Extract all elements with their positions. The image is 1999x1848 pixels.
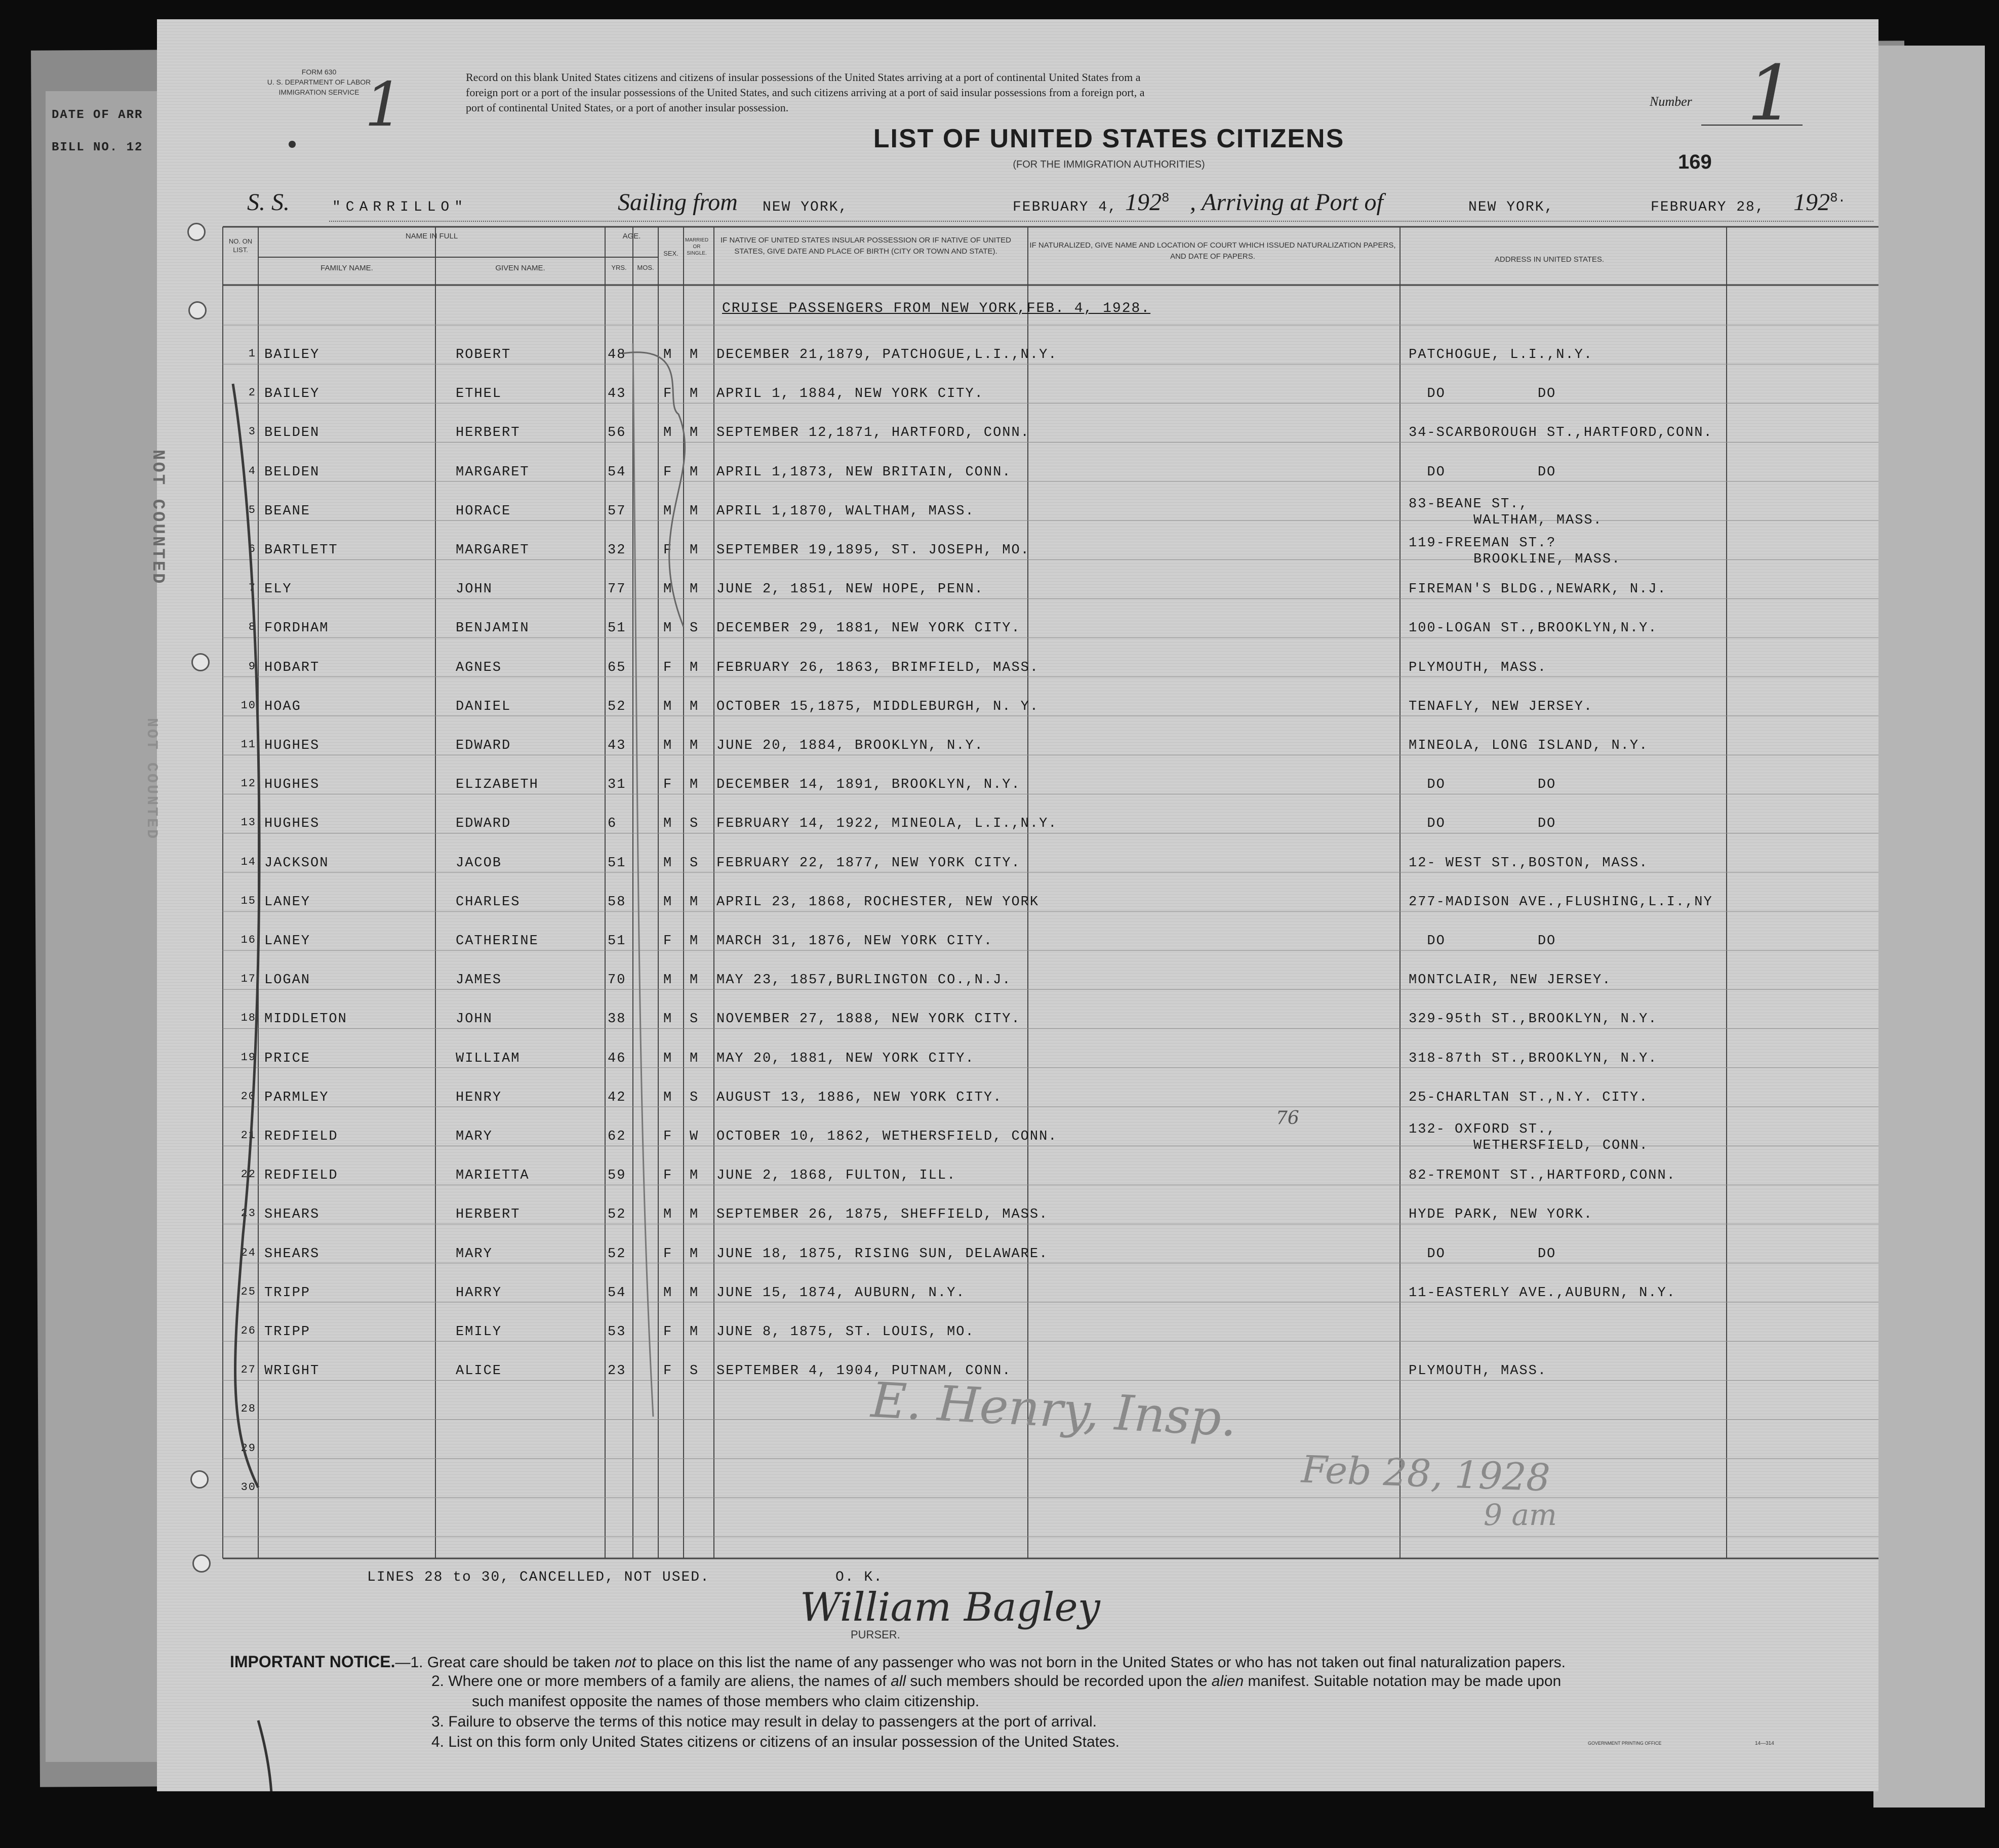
family-name: REDFIELD <box>264 1129 338 1144</box>
family-name: HUGHES <box>264 816 320 832</box>
row-number: 1 <box>248 347 256 360</box>
given-name: MARY <box>456 1129 493 1144</box>
age-years: 52 <box>608 1207 626 1223</box>
punch-hole <box>190 1470 209 1489</box>
address-line-1: PATCHOGUE, L.I.,N.Y. <box>1409 347 1593 363</box>
family-name: TRIPP <box>264 1324 311 1340</box>
row-number: 29 <box>241 1441 256 1455</box>
address-line-2: WETHERSFIELD, CONN. <box>1473 1138 1649 1153</box>
age-years: 42 <box>608 1090 626 1105</box>
given-name: CATHERINE <box>456 934 539 949</box>
page-title: LIST OF UNITED STATES CITIZENS <box>873 124 1345 153</box>
sex: F <box>663 777 673 793</box>
address-line-1: MONTCLAIR, NEW JERSEY. <box>1409 973 1612 988</box>
given-name: CHARLES <box>456 894 521 910</box>
family-name: WRIGHT <box>264 1363 320 1379</box>
marital-status: M <box>690 425 699 441</box>
family-name: LOGAN <box>264 973 311 988</box>
given-name: HENRY <box>456 1090 502 1105</box>
sex: F <box>663 543 673 558</box>
given-name: HERBERT <box>456 1207 521 1223</box>
age-years: 51 <box>608 934 626 949</box>
row-number: 5 <box>248 503 256 516</box>
row-number: 6 <box>248 543 256 555</box>
service-label: IMMIGRATION SERVICE <box>278 88 359 96</box>
address-line-1: 132- OXFORD ST., <box>1409 1122 1556 1137</box>
age-years: 59 <box>608 1168 626 1184</box>
marital-status: M <box>690 386 699 402</box>
given-name: MARGARET <box>456 464 530 480</box>
pencil-checkmark-line <box>633 343 653 1417</box>
sex: F <box>663 1246 673 1262</box>
row-number: 20 <box>241 1090 256 1103</box>
background-sheet-right <box>1873 46 1985 1807</box>
arriving-port: NEW YORK, <box>1468 199 1554 215</box>
row-number: 23 <box>241 1207 256 1220</box>
sex: M <box>663 347 673 363</box>
family-name: BARTLETT <box>264 543 338 558</box>
address-line-1: 329-95th ST.,BROOKLYN, N.Y. <box>1409 1012 1658 1027</box>
address-line-1: 83-BEANE ST., <box>1409 496 1529 512</box>
left-stub <box>46 91 172 1762</box>
address-line-1: 12- WEST ST.,BOSTON, MASS. <box>1409 855 1649 871</box>
pencil-check-stroke <box>623 352 685 627</box>
row-number: 2 <box>248 386 256 399</box>
sex: M <box>663 1090 673 1105</box>
family-name: FORDHAM <box>264 621 329 636</box>
marital-status: M <box>690 894 699 910</box>
row-number: 12 <box>241 777 256 790</box>
age-years: 51 <box>608 855 626 871</box>
row-number: 8 <box>248 621 256 634</box>
age-years: 6 <box>608 816 617 832</box>
family-name: HOBART <box>264 660 320 675</box>
address-line-1: DO DO <box>1409 777 1556 793</box>
age-years: 38 <box>608 1012 626 1027</box>
age-years: 52 <box>608 1246 626 1262</box>
given-name: HERBERT <box>456 425 521 441</box>
marital-status: S <box>690 1012 699 1027</box>
address-line-1: DO DO <box>1409 386 1556 402</box>
row-number: 27 <box>241 1363 256 1377</box>
given-name: HARRY <box>456 1285 502 1301</box>
sex: M <box>663 503 673 519</box>
given-name: MARGARET <box>456 543 530 558</box>
signature-time: 9 am <box>1484 1498 1557 1532</box>
age-years: 56 <box>608 425 626 441</box>
given-name: EDWARD <box>456 738 511 753</box>
age-years: 51 <box>608 621 626 636</box>
stub-label-date: DATE OF ARR <box>52 108 143 122</box>
ss-label: S. S. <box>247 189 290 216</box>
age-years: 62 <box>608 1129 626 1144</box>
notice-line-4: 4. List on this form only United States citizens or citizens of an insular possession of the United States. <box>431 1734 1120 1750</box>
address-line-1: 100-LOGAN ST.,BROOKLYN,N.Y. <box>1409 621 1658 636</box>
initials-mark: 76 <box>1276 1108 1299 1129</box>
row-number: 24 <box>241 1246 256 1259</box>
family-name: MIDDLETON <box>264 1012 347 1027</box>
inspector-signature: E. Henry, Insp. <box>869 1372 1238 1448</box>
birth-info: DECEMBER 21,1879, PATCHOGUE,L.I.,N.Y. <box>716 347 1058 363</box>
address-line-1: DO DO <box>1409 464 1556 480</box>
marital-status: M <box>690 582 699 597</box>
row-number: 4 <box>248 464 256 477</box>
age-years: 54 <box>608 1285 626 1301</box>
arriving-label: , Arriving at Port of <box>1190 189 1383 216</box>
address-line-1: PLYMOUTH, MASS. <box>1409 1363 1547 1379</box>
address-line-1: 34-SCARBOROUGH ST.,HARTFORD,CONN. <box>1409 425 1713 441</box>
given-name: ELIZABETH <box>456 777 539 793</box>
birth-info: JUNE 2, 1868, FULTON, ILL. <box>716 1168 956 1184</box>
marital-status: M <box>690 1051 699 1066</box>
birth-info: DECEMBER 14, 1891, BROOKLYN, N.Y. <box>716 777 1021 793</box>
age-years: 57 <box>608 503 626 519</box>
ok-mark: O. K. <box>835 1570 884 1585</box>
address-line-1: DO DO <box>1409 816 1556 832</box>
sex: M <box>663 894 673 910</box>
purser-label: PURSER. <box>851 1628 900 1641</box>
birth-info: NOVEMBER 27, 1888, NEW YORK CITY. <box>716 1012 1021 1027</box>
marital-status: M <box>690 347 699 363</box>
family-name: BAILEY <box>264 386 320 402</box>
row-number: 28 <box>241 1402 256 1416</box>
marital-status: M <box>690 699 699 714</box>
age-years: 52 <box>608 699 626 714</box>
birth-info: JUNE 18, 1875, RISING SUN, DELAWARE. <box>716 1246 1049 1262</box>
address-line-1: HYDE PARK, NEW YORK. <box>1409 1207 1593 1223</box>
age-years: 31 <box>608 777 626 793</box>
birth-info: DECEMBER 29, 1881, NEW YORK CITY. <box>716 621 1021 636</box>
age-years: 54 <box>608 464 626 480</box>
page-subtitle: (FOR THE IMMIGRATION AUTHORITIES) <box>1013 159 1205 170</box>
number-value: 1 <box>1747 50 1795 138</box>
marital-status: M <box>690 1168 699 1184</box>
family-name: REDFIELD <box>264 1168 338 1184</box>
marital-status: M <box>690 777 699 793</box>
sex: F <box>663 386 673 402</box>
row-number: 16 <box>241 934 256 946</box>
marital-status: M <box>690 934 699 949</box>
sex: M <box>663 1207 673 1223</box>
sailing-label: Sailing from <box>618 189 738 216</box>
address-line-1: 11-EASTERLY AVE.,AUBURN, N.Y. <box>1409 1285 1676 1301</box>
age-years: 46 <box>608 1051 626 1066</box>
stamp-not-counted: NOT COUNTED <box>148 450 167 586</box>
sex: M <box>663 973 673 988</box>
family-name: BEANE <box>264 503 311 519</box>
marital-status: S <box>690 1363 699 1379</box>
row-number: 14 <box>241 855 256 868</box>
address-line-1: FIREMAN'S BLDG.,NEWARK, N.J. <box>1409 582 1667 597</box>
col-header-married: MARRIED OR SINGLE. <box>685 237 709 256</box>
age-years: 32 <box>608 543 626 558</box>
sex: F <box>663 660 673 675</box>
cancelled-note: LINES 28 to 30, CANCELLED, NOT USED. <box>367 1570 710 1585</box>
cruise-heading: CRUISE PASSENGERS FROM NEW YORK,FEB. 4, 1928. <box>722 301 1151 316</box>
sex: M <box>663 855 673 871</box>
signature-date: Feb 28, 1928 <box>1300 1448 1551 1500</box>
given-name: ROBERT <box>456 347 511 363</box>
birth-info: SEPTEMBER 26, 1875, SHEFFIELD, MASS. <box>716 1207 1049 1223</box>
arriving-year: $192^{8.}$ <box>1793 189 1846 216</box>
row-number: 18 <box>241 1012 256 1025</box>
family-name: TRIPP <box>264 1285 311 1301</box>
ship-name: "CARRILLO" <box>332 199 468 215</box>
given-name: EDWARD <box>456 816 511 832</box>
row-number: 13 <box>241 816 256 829</box>
address-line-1: 82-TREMONT ST.,HARTFORD,CONN. <box>1409 1168 1676 1184</box>
address-line-1: DO DO <box>1409 1246 1556 1262</box>
address-line-2: WALTHAM, MASS. <box>1473 512 1603 528</box>
stamp-number: 169 <box>1678 151 1712 173</box>
given-name: JOHN <box>456 1012 493 1027</box>
marital-status: M <box>690 1324 699 1340</box>
sailing-date: FEBRUARY 4, <box>1013 199 1117 215</box>
birth-info: JUNE 15, 1874, AUBURN, N.Y. <box>716 1285 966 1301</box>
col-header-mos: MOS. <box>637 264 654 271</box>
birth-info: AUGUST 13, 1886, NEW YORK CITY. <box>716 1090 1003 1105</box>
family-name: BELDEN <box>264 464 320 480</box>
given-name: MARIETTA <box>456 1168 530 1184</box>
age-years: 70 <box>608 973 626 988</box>
sex: F <box>663 934 673 949</box>
manifest-sheet <box>143 19 1878 1791</box>
instruction-text: Record on this blank United States citizens and citizens of insular possessions of the United States arriving at a port of continental United States from a foreign port or a port of the insular possessions of the United States, and such citizens arriving at a port of said insular possessions from a foreign port, a port of continental United States, or a port of another insular possession. <box>466 71 1145 114</box>
birth-info: SEPTEMBER 12,1871, HARTFORD, CONN. <box>716 425 1030 441</box>
col-header-family: FAMILY NAME. <box>321 264 373 272</box>
given-name: WILLIAM <box>456 1051 521 1066</box>
pencil-marks <box>157 19 1878 1791</box>
marital-status: M <box>690 464 699 480</box>
row-number: 3 <box>248 425 256 438</box>
arriving-date: FEBRUARY 28, <box>1651 199 1765 215</box>
age-years: 43 <box>608 386 626 402</box>
col-header-name: NAME IN FULL <box>405 232 458 240</box>
family-name: SHEARS <box>264 1207 320 1223</box>
col-header-given: GIVEN NAME. <box>495 264 545 272</box>
birth-info: SEPTEMBER 19,1895, ST. JOSEPH, MO. <box>716 543 1030 558</box>
marital-status: S <box>690 816 699 832</box>
address-line-1: DO DO <box>1409 934 1556 949</box>
birth-info: MAY 23, 1857,BURLINGTON CO.,N.J. <box>716 973 1012 988</box>
marital-status: M <box>690 738 699 753</box>
col-header-sex: SEX. <box>663 250 678 257</box>
given-name: AGNES <box>456 660 502 675</box>
col-header-no: NO. ON LIST. <box>228 237 253 254</box>
age-years: 77 <box>608 582 626 597</box>
department-label: U. S. DEPARTMENT OF LABOR <box>267 78 371 86</box>
punch-hole <box>192 1554 211 1573</box>
sex: F <box>663 464 673 480</box>
address-line-1: PLYMOUTH, MASS. <box>1409 660 1547 675</box>
sex: M <box>663 425 673 441</box>
family-name: PARMLEY <box>264 1090 329 1105</box>
birth-info: JUNE 8, 1875, ST. LOUIS, MO. <box>716 1324 975 1340</box>
family-name: LANEY <box>264 934 311 949</box>
notice-line-2: 2. Where one or more members of a family are aliens, the names of all such members should be recorded upon the alien manifest. Suitable notation may be made upon <box>431 1673 1562 1690</box>
punch-hole <box>191 653 210 671</box>
address-line-1: MINEOLA, LONG ISLAND, N.Y. <box>1409 738 1649 753</box>
age-years: 23 <box>608 1363 626 1379</box>
family-name: SHEARS <box>264 1246 320 1262</box>
address-line-1: 119-FREEMAN ST.? <box>1409 536 1556 551</box>
pencil-bracket-left <box>233 384 259 1488</box>
family-name: HUGHES <box>264 777 320 793</box>
stub-label-bill: BILL NO. 12 <box>52 141 143 154</box>
marital-status: M <box>690 973 699 988</box>
given-name: MARY <box>456 1246 493 1262</box>
pencil-margin-line <box>258 1720 272 1791</box>
marital-status: M <box>690 660 699 675</box>
family-name: ELY <box>264 582 292 597</box>
birth-info: OCTOBER 10, 1862, WETHERSFIELD, CONN. <box>716 1129 1058 1144</box>
given-name: JAMES <box>456 973 502 988</box>
notice-line-2b: such manifest opposite the names of those members who claim citizenship. <box>472 1693 980 1710</box>
sex: M <box>663 699 673 714</box>
row-number: 11 <box>241 738 256 751</box>
address-line-1: TENAFLY, NEW JERSEY. <box>1409 699 1593 714</box>
sailing-port: NEW YORK, <box>763 199 849 215</box>
birth-info: MAY 20, 1881, NEW YORK CITY. <box>716 1051 975 1066</box>
col-header-birth: IF NATIVE OF UNITED STATES INSULAR POSSESSION OR IF NATIVE OF UNITED STATES, GIVE DATE AND PLACE OF BIRTH (CITY OR TOWN AND STATE). <box>721 236 1011 256</box>
given-name: HORACE <box>456 503 511 519</box>
row-number: 25 <box>241 1285 256 1298</box>
address-line-1: 277-MADISON AVE.,FLUSHING,L.I.,NY <box>1409 894 1713 910</box>
family-name: LANEY <box>264 894 311 910</box>
age-years: 43 <box>608 738 626 753</box>
family-name: JACKSON <box>264 855 329 871</box>
sex: F <box>663 1324 673 1340</box>
handwritten-mark: 1 <box>365 70 404 140</box>
purser-signature: William Bagley <box>800 1585 1100 1630</box>
given-name: ALICE <box>456 1363 502 1379</box>
birth-info: APRIL 23, 1868, ROCHESTER, NEW YORK <box>716 894 1040 910</box>
sex: M <box>663 1012 673 1027</box>
sex: M <box>663 1285 673 1301</box>
birth-info: SEPTEMBER 4, 1904, PUTNAM, CONN. <box>716 1363 1012 1379</box>
sex: F <box>663 1168 673 1184</box>
birth-info: MARCH 31, 1876, NEW YORK CITY. <box>716 934 993 949</box>
birth-info: FEBRUARY 22, 1877, NEW YORK CITY. <box>716 855 1021 871</box>
age-years: 65 <box>608 660 626 675</box>
marital-status: M <box>690 503 699 519</box>
birth-info: FEBRUARY 26, 1863, BRIMFIELD, MASS. <box>716 660 1040 675</box>
printer-code: 14—314 <box>1755 1741 1774 1746</box>
marital-status: S <box>690 621 699 636</box>
given-name: JOHN <box>456 582 493 597</box>
punch-hole <box>187 223 206 241</box>
family-name: HUGHES <box>264 738 320 753</box>
row-number: 9 <box>248 660 256 673</box>
sex: M <box>663 816 673 832</box>
row-number: 7 <box>248 582 256 595</box>
birth-info: FEBRUARY 14, 1922, MINEOLA, L.I.,N.Y. <box>716 816 1058 832</box>
sailing-year: $192^8$ <box>1125 189 1170 216</box>
address-line-1: 318-87th ST.,BROOKLYN, N.Y. <box>1409 1051 1658 1066</box>
given-name: ETHEL <box>456 386 502 402</box>
sex: M <box>663 621 673 636</box>
row-number: 30 <box>241 1480 256 1494</box>
family-name: HOAG <box>264 699 301 714</box>
row-number: 19 <box>241 1051 256 1064</box>
birth-info: OCTOBER 15,1875, MIDDLEBURGH, N. Y. <box>716 699 1040 714</box>
birth-info: APRIL 1, 1884, NEW YORK CITY. <box>716 386 984 402</box>
row-number: 17 <box>241 973 256 986</box>
birth-info: APRIL 1,1873, NEW BRITAIN, CONN. <box>716 464 1012 480</box>
family-name: BAILEY <box>264 347 320 363</box>
marital-status: M <box>690 543 699 558</box>
address-line-2: BROOKLINE, MASS. <box>1473 552 1621 567</box>
sex: M <box>663 738 673 753</box>
address-line-1: 25-CHARLTAN ST.,N.Y. CITY. <box>1409 1090 1649 1105</box>
row-number: 26 <box>241 1324 256 1337</box>
age-years: 58 <box>608 894 626 910</box>
given-name: DANIEL <box>456 699 511 714</box>
given-name: BENJAMIN <box>456 621 530 636</box>
birth-info: JUNE 20, 1884, BROOKLYN, N.Y. <box>716 738 984 753</box>
marital-status: M <box>690 1207 699 1223</box>
birth-info: JUNE 2, 1851, NEW HOPE, PENN. <box>716 582 984 597</box>
col-header-address: ADDRESS IN UNITED STATES. <box>1494 255 1605 264</box>
birth-info: APRIL 1,1870, WALTHAM, MASS. <box>716 503 975 519</box>
given-name: EMILY <box>456 1324 502 1340</box>
col-header-naturalized: IF NATURALIZED, GIVE NAME AND LOCATION OF COURT WHICH ISSUED NATURALIZATION PAPERS, AND DATE OF PAPERS. <box>1029 241 1396 261</box>
marital-status: M <box>690 1285 699 1301</box>
col-header-yrs: YRS. <box>611 264 627 271</box>
row-number: 10 <box>241 699 256 712</box>
marital-status: M <box>690 1246 699 1262</box>
form-label: FORM 630 <box>301 68 337 76</box>
number-label: Number <box>1650 94 1692 109</box>
stamp-not-counted-faint: NOT COUNTED <box>143 718 160 841</box>
row-number: 15 <box>241 894 256 907</box>
marital-status: S <box>690 1090 699 1105</box>
row-number: 21 <box>241 1129 256 1142</box>
sex: M <box>663 582 673 597</box>
notice-line-1: IMPORTANT NOTICE.—1. Great care should be taken not to place on this list the name of any passenger who was not born in the United States or who has not taken out final naturalization papers. <box>230 1653 1566 1671</box>
row-number: 22 <box>241 1168 256 1181</box>
sex: F <box>663 1363 673 1379</box>
family-name: PRICE <box>264 1051 311 1066</box>
printer-label: GOVERNMENT PRINTING OFFICE <box>1588 1741 1662 1746</box>
notice-line-3: 3. Failure to observe the terms of this notice may result in delay to passengers at the port of arrival. <box>431 1713 1097 1730</box>
age-years: 48 <box>608 347 626 363</box>
given-name: JACOB <box>456 855 502 871</box>
marital-status: W <box>690 1129 699 1144</box>
sex: M <box>663 1051 673 1066</box>
punch-hole <box>188 301 207 319</box>
age-years: 53 <box>608 1324 626 1340</box>
marital-status: S <box>690 855 699 871</box>
col-header-age: AGE. <box>622 232 641 240</box>
family-name: BELDEN <box>264 425 320 441</box>
sex: F <box>663 1129 673 1144</box>
